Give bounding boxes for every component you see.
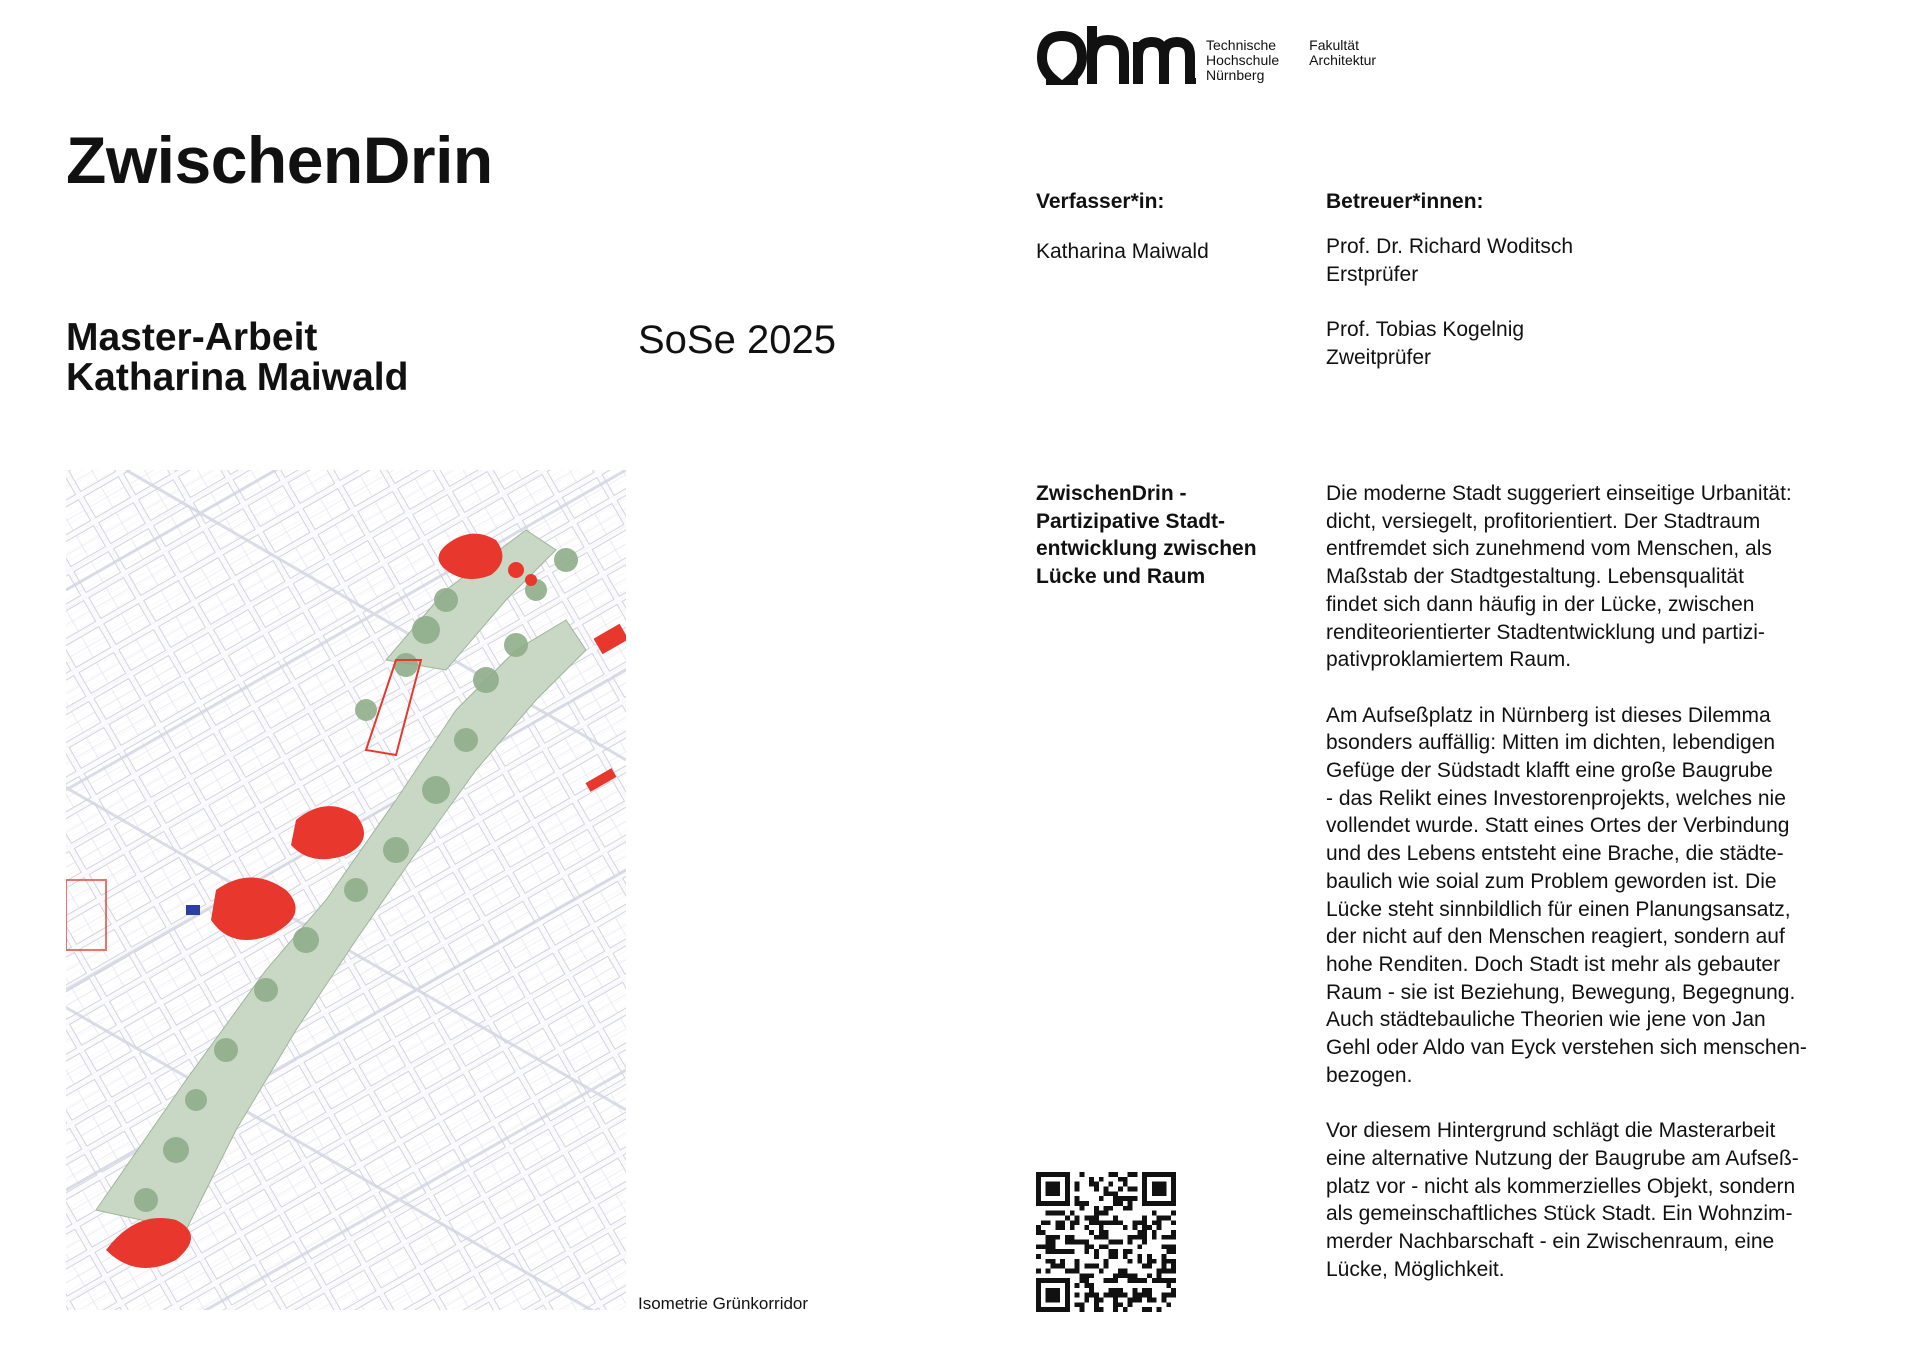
- author-name: Katharina Maiwald: [1036, 240, 1209, 263]
- image-caption: Isometrie Grünkorridor: [638, 1294, 809, 1313]
- supervisor-first: [1326, 233, 1573, 288]
- subtitle: [66, 318, 408, 398]
- isometric-map-image: [66, 470, 626, 1310]
- supervisors-label: Betreuer*innen:: [1326, 190, 1484, 213]
- thesis-title: ZwischenDrin - Partizipative Stadt- entwicklung zwischen Lücke und Raum: [1036, 482, 1257, 589]
- logo-school-name: Technische Hochschule Nürnberg: [1206, 37, 1280, 83]
- abstract-paragraph: Vor diesem Hintergrund schlägt die Masterarbeit eine alternative Nutzung der Baugrube am Aufseß- platz vor - nicht als kommerzielles Objekt, sondern als gemeinschaftliches Stück Stadt. Ein Wohnzim- merder Nachbarschaft - ein Zwischenraum, eine Lücke, Möglichkeit.: [1326, 1119, 1799, 1281]
- subtitle-type: Master-Arbeit: [66, 316, 318, 359]
- subtitle-author: Katharina Maiwald: [66, 356, 409, 399]
- logo-faculty-name: Fakultät Architektur: [1309, 37, 1377, 68]
- author-label: Verfasser*in:: [1036, 190, 1165, 213]
- supervisor-name: Prof. Dr. Richard Woditsch: [1326, 235, 1574, 258]
- semester-label: SoSe 2025: [638, 318, 836, 362]
- page-title: ZwischenDrin: [66, 123, 493, 197]
- abstract-paragraph: Die moderne Stadt suggeriert einseitige Urbanität: dicht, versiegelt, profitorientiert. Der Stadtraum entfremdet sich zunehmend vom Menschen, als Maßstab der Stadtgestaltung. Lebensqualität findet sich dann häufig in der Lücke, zwischen renditeorientierter Stadtentwicklung und partizi- pativproklamiertem Raum.: [1326, 482, 1792, 672]
- ohm-logo-icon: [1036, 22, 1196, 88]
- supervisor-name: Prof. Tobias Kogelnig: [1326, 318, 1525, 341]
- abstract-paragraph: Am Aufseßplatz in Nürnberg ist dieses Dilemma bsonders auffällig: Mitten im dichten, lebendigen Gefüge der Südstadt klafft eine große Baugrube - das Relikt eines Investorenprojekts, welches nie vollendet wurde. Statt eines Ortes der Verbindung und des Lebens entsteht eine Brache, die städte- baulich wie soial zum Problem geworden ist. Die Lücke steht sinnbildlich für einen Planungsansatz, der nicht auf den Menschen reagiert, sondern auf hohe Renditen. Doch Stadt ist mehr als gebauter Raum - sie ist Beziehung, Bewegung, Begegnung. Auch städtebauliche Theorien wie jene von Jan Gehl oder Aldo van Eyck verstehen sich menschen- bezogen.: [1326, 703, 1807, 1087]
- supervisor-second: [1326, 316, 1524, 371]
- university-logo: [1036, 22, 1376, 88]
- supervisor-role: Erstprüfer: [1326, 262, 1419, 286]
- abstract-text: [1326, 480, 1886, 1311]
- qr-code-icon[interactable]: [1036, 1172, 1176, 1312]
- supervisor-role: Zweitprüfer: [1326, 345, 1432, 369]
